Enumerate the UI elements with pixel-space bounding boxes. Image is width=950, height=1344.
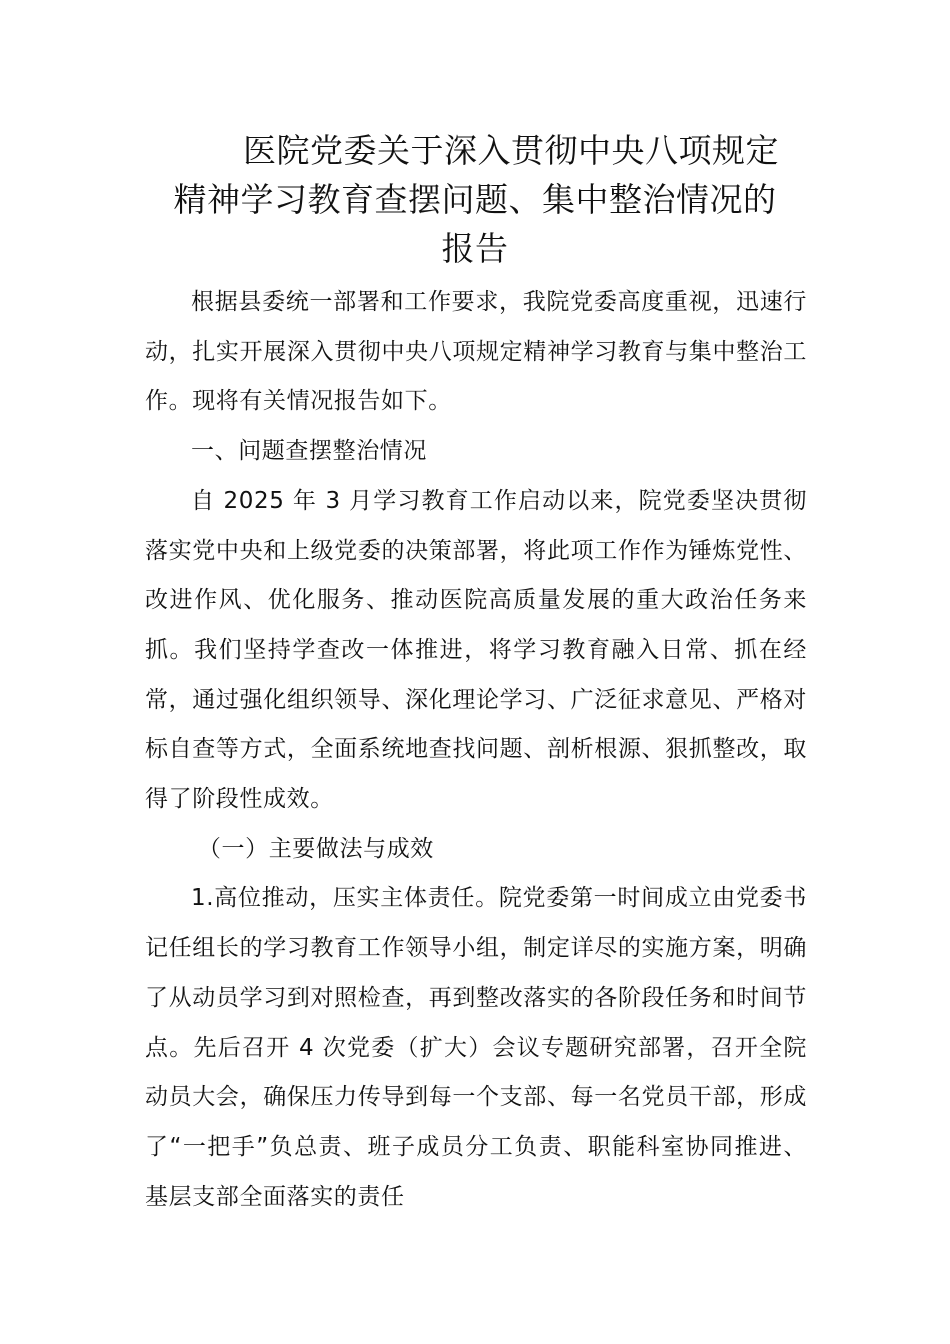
document-body — [145, 278, 807, 1222]
item-1-paragraph: 1.高位推动，压实主体责任。院党委第一时间成立由党委书记任组长的学习教育工作领导小组，制定详尽的实施方案，明确了从动员学习到对照检查，再到整改落实的各阶段任务和时间节点。先后召开 4 次党委（扩大）会议专题研究部署，召开全院动员大会，确保压力传导到每一个支部、每一名党员干部，形成了“一把手”负总责、班子成员分工负责、职能科室协同推进、基层支部全面落实的责任 — [145, 885, 807, 1210]
title-line-1: 医院党委关于深入贯彻中央八项规定 — [243, 131, 779, 170]
section-1-paragraph: 自 2025 年 3 月学习教育工作启动以来，院党委坚决贯彻落实党中央和上级党委的决策部署，将此项工作作为锤炼党性、改进作风、优化服务、推动医院高质量发展的重大政治任务来抓。我们坚持学查改一体推进，将学习教育融入日常、抓在经常，通过强化组织领导、深化理论学习、广泛征求意见、严格对标自查等方式，全面系统地查找问题、剖析根源、狠抓整改，取得了阶段性成效。 — [145, 487, 807, 813]
document-title — [145, 126, 805, 273]
section-heading-1: 一、问题查摆整治情况 — [191, 438, 427, 465]
intro-paragraph: 根据县委统一部署和工作要求，我院党委高度重视，迅速行动，扎实开展深入贯彻中央八项规定精神学习教育与集中整治工作。现将有关情况报告如下。 — [145, 289, 807, 415]
title-line-3: 报告 — [441, 229, 509, 268]
subsection-heading-1: （一）主要做法与成效 — [197, 835, 434, 862]
title-line-2: 精神学习教育查摆问题、集中整治情况的 — [173, 180, 777, 219]
